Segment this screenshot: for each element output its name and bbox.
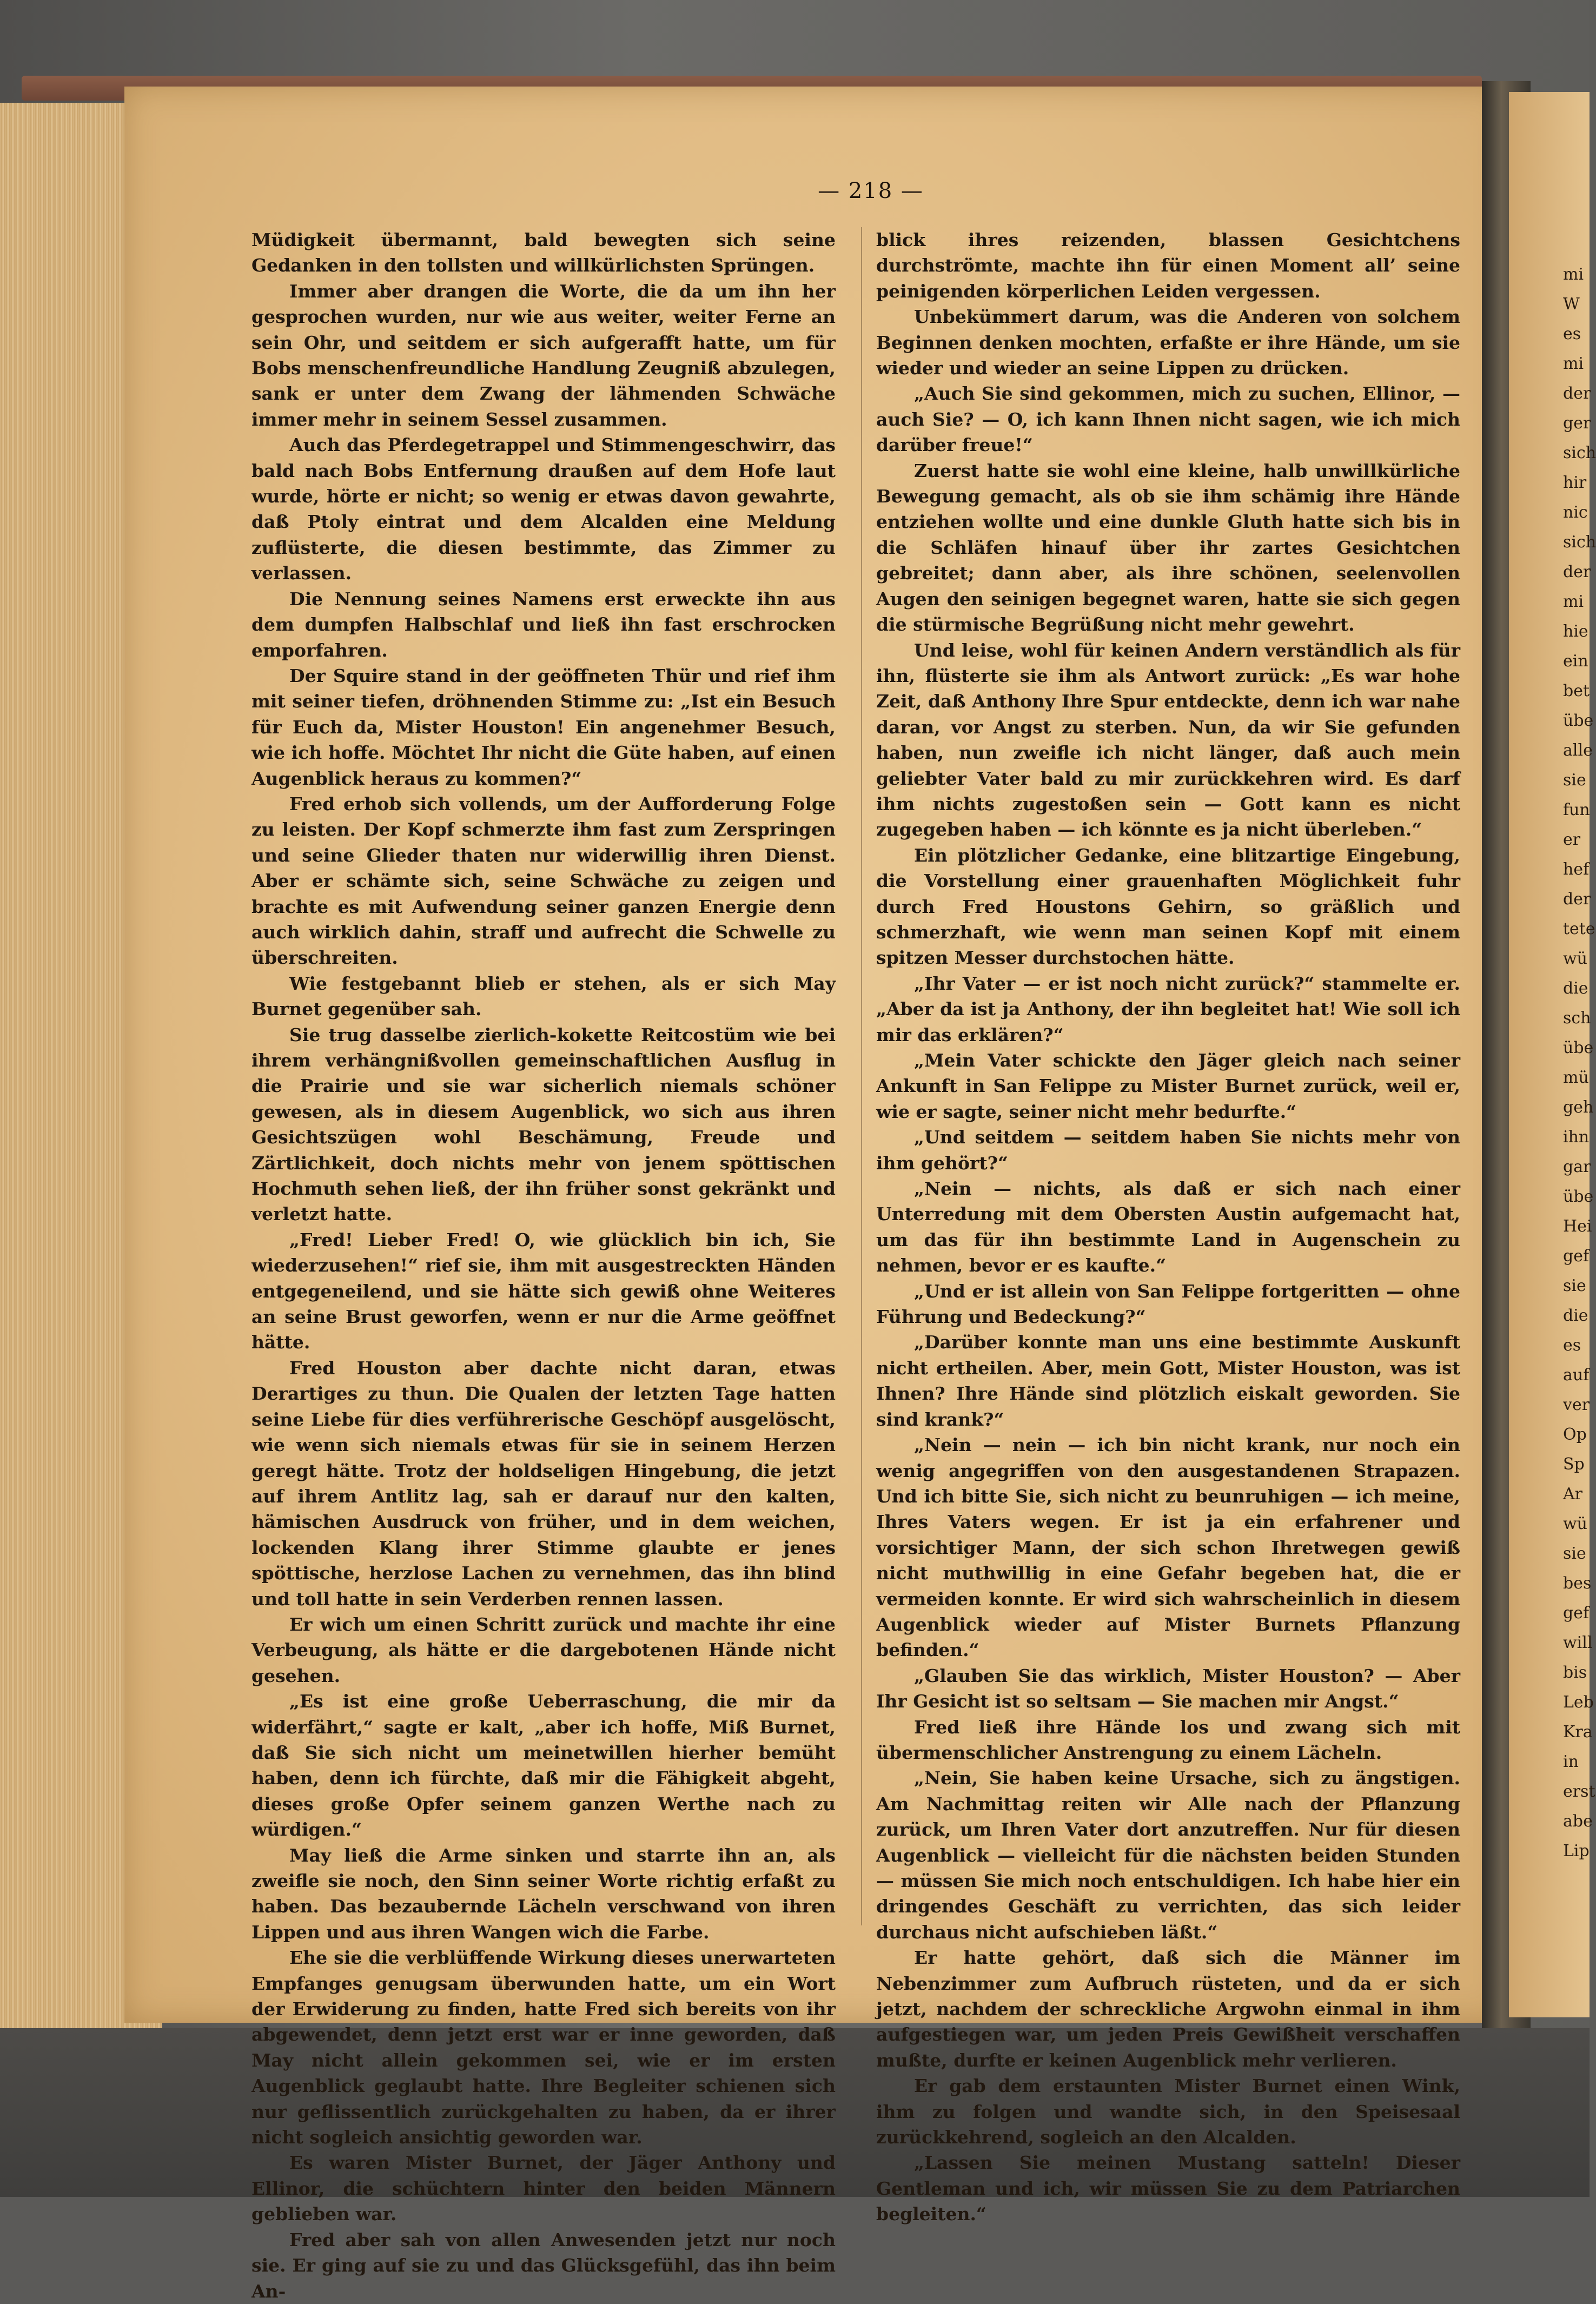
edge-fragment: der [1563, 384, 1591, 403]
edge-fragment: er [1563, 830, 1581, 849]
edge-fragment: sich [1563, 443, 1596, 462]
edge-fragment: abe [1563, 1812, 1593, 1831]
paragraph: „Mein Vater schickte den Jäger gleich nach seiner Ankunft in San Felippe zu Mister Burnet zurück, weil er, wie er sagte, seiner nicht mehr bedurfte.“ [876, 1050, 1460, 1122]
right-text-column [876, 227, 1460, 2227]
paragraph: „Ihr Vater — er ist noch nicht zurück?“ stammelte er. „Aber da ist ja Anthony, der ihn begleitet hat! Wie soll ich mir das erklären?“ [876, 972, 1460, 1045]
paragraph: Er wich um einen Schritt zurück und machte ihr eine Verbeugung, als hätte er die dargebotenen Hände nicht gesehen. [251, 1613, 836, 1686]
edge-fragment: es [1563, 325, 1581, 343]
edge-fragment: es [1563, 1336, 1581, 1355]
paragraph: „Nein, Sie haben keine Ursache, sich zu ängstigen. Am Nachmittag reiten wir Alle nach der Pflanzung zurück, um Ihren Vater dort anzutreffen. Nur für diesen Augenblick — vielleicht für die nächsten beiden Stunden — müssen Sie mich noch entschuldigen. Ich habe hier ein dringendes Geschäft zu verrichten, das sich leider durchaus nicht aufschieben läßt.“ [876, 1767, 1460, 1943]
paragraph: Er gab dem erstaunten Mister Burnet einen Wink, ihm zu folgen und wandte sich, in den Speisesaal zurückkehrend, sogleich an den Alcalden. [876, 2075, 1460, 2148]
paragraph: Zuerst hatte sie wohl eine kleine, halb unwillkürliche Bewegung gemacht, als ob sie ihm schämig ihre Hände entziehen wollte und eine dunkle Gluth hatte sich bis in die Schläfen hinauf über ihr zartes Gesichtchen gebreitet; dann aber, als ihre schönen, seelenvollen Augen den seinigen begegnet waren, hatte sie sich gegen die stürmische Begrüßung nicht mehr gewehrt. [876, 460, 1460, 635]
edge-fragment: fun [1563, 800, 1590, 819]
facing-page-fragments [1563, 260, 1596, 1882]
edge-fragment: Ar [1563, 1485, 1583, 1504]
edge-fragment: ver [1563, 1395, 1590, 1414]
edge-fragment: auf [1563, 1366, 1590, 1385]
edge-fragment: ger [1563, 414, 1591, 433]
paragraph: Und leise, wohl für keinen Andern verständlich als für ihn, flüsterte sie ihm als Antwort zurück: „Es war hohe Zeit, daß Anthony Ihre Spur entdeckte, denn ich war nahe daran, vor Angst zu sterben. Nun, da wir Sie gefunden haben, nun zweifle ich nicht länger, daß auch mein geliebter Vater bald zu mir zurückkehren wird. Es darf ihm nichts zugestoßen sein — Gott kann es nicht zugegeben haben — ich könnte es ja nicht überleben.“ [876, 639, 1460, 840]
paragraph: Unbekümmert darum, was die Anderen von solchem Beginnen denken mochten, erfaßte er ihre Hände, um sie wieder und wieder an seine Lippen zu drücken. [876, 306, 1460, 379]
edge-fragment: gef [1563, 1247, 1590, 1266]
edge-fragment: W [1563, 295, 1580, 314]
paragraph: „Darüber konnte man uns eine bestimmte Auskunft nicht ertheilen. Aber, mein Gott, Mister Houston, was ist Ihnen? Ihre Hände sind plötzlich eiskalt geworden. Sie sind krank?“ [876, 1332, 1460, 1430]
paragraph: „Glauben Sie das wirklich, Mister Houston? — Aber Ihr Gesicht ist so seltsam — Sie machen mir Angst.“ [876, 1665, 1460, 1712]
edge-fragment: hir [1563, 473, 1587, 492]
edge-fragment: sie [1563, 1544, 1586, 1563]
edge-fragment: übe [1563, 1187, 1594, 1206]
edge-fragment: mi [1563, 265, 1584, 284]
paragraph: May ließ die Arme sinken und starrte ihn an, als zweifle sie noch, den Sinn seiner Worte richtig erfaßt zu haben. Das bezaubernde Lächeln verschwand von ihren Lippen und aus ihren Wangen wich die Farbe. [251, 1844, 836, 1943]
paragraph: „Und er ist allein von San Felippe fortgeritten — ohne Führung und Bedeckung?“ [876, 1280, 1460, 1328]
edge-fragment: der [1563, 890, 1591, 909]
edge-fragment: ihn [1563, 1128, 1590, 1147]
paragraph: „Lassen Sie meinen Mustang satteln! Dieser Gentleman und ich, wir müssen Sie zu dem Patriarchen begleiten.“ [876, 2152, 1460, 2225]
edge-fragment: erst [1563, 1782, 1595, 1801]
edge-fragment: ein [1563, 652, 1588, 671]
edge-fragment: in [1563, 1752, 1579, 1771]
edge-fragment: mi [1563, 354, 1584, 373]
edge-fragment: Lip [1563, 1842, 1590, 1861]
paragraph: Die Nennung seines Namens erst erweckte ihn aus dem dumpfen Halbschlaf und ließ ihn fast erschrocken emporfahren. [251, 588, 836, 661]
edge-fragment: übe [1563, 1038, 1594, 1057]
paragraph: Immer aber drangen die Worte, die da um ihn her gesprochen wurden, nur wie aus weiter, weiter Ferne an sein Ohr, und seitdem er sich aufgerafft hatte, um für Bobs menschenfreundliche Handlung Zeugniß abzulegen, sank er unter dem Zwang der lähmenden Schwäche immer mehr in seinem Sessel zusammen. [251, 280, 836, 430]
edge-fragment: hie [1563, 622, 1588, 641]
edge-fragment: sie [1563, 1276, 1586, 1295]
paragraph: blick ihres reizenden, blassen Gesichtchens durchströmte, machte ihn für einen Moment all’ seine peinigenden körperlichen Leiden vergessen. [876, 229, 1460, 302]
edge-fragment: gef [1563, 1604, 1590, 1623]
edge-fragment: die [1563, 1306, 1588, 1325]
paragraph: „Auch Sie sind gekommen, mich zu suchen, Ellinor, — auch Sie? — O, ich kann Ihnen nicht sagen, wie ich mich darüber freue!“ [876, 383, 1460, 456]
edge-fragment: übe [1563, 711, 1594, 730]
edge-fragment: Sp [1563, 1455, 1585, 1474]
paragraph: Fred erhob sich vollends, um der Aufforderung Folge zu leisten. Der Kopf schmerzte ihm fast zum Zerspringen und seine Glieder thaten nur widerwillig ihren Dienst. Aber er schämte sich, seine Schwäche zu zeigen und brachte es mit Aufwendung seiner ganzen Energie denn auch wirklich dahin, straff und aufrecht die Schwelle zu überschreiten. [251, 793, 836, 969]
edge-fragment: hef [1563, 860, 1590, 879]
paragraph: Ein plötzlicher Gedanke, eine blitzartige Eingebung, die Vorstellung einer grauenhaften Möglichkeit fuhr durch Fred Houstons Gehirn, so gräßlich und schmerzhaft, wie wenn man seinen Kopf mit einem spitzen Messer durchstochen hätte. [876, 844, 1460, 969]
paragraph: Fred ließ ihre Hände los und zwang sich mit übermenschlicher Anstrengung zu einem Lächeln. [876, 1716, 1460, 1763]
column-divider [861, 227, 862, 1925]
left-text-column [251, 227, 836, 2304]
edge-fragment: bis [1563, 1663, 1587, 1682]
paragraph: „Es ist eine große Ueberraschung, die mir da widerfährt,“ sagte er kalt, „aber ich hoffe, Miß Burnet, daß Sie sich nicht um meinetwillen hierher bemüht haben, denn ich fürchte, daß mir die Fähigkeit abgeht, dieses große Opfer seinem ganzen Werthe nach zu würdigen.“ [251, 1691, 836, 1840]
paragraph: Ehe sie die verblüffende Wirkung dieses unerwarteten Empfanges genugsam überwunden hatte, um ein Wort der Erwiderung zu finden, hatte Fred sich bereits von ihr abgewendet, denn jetzt erst war er inne geworden, daß May nicht allein gekommen sei, wie er im ersten Augenblick geglaubt hatte. Ihre Begleiter schienen sich nur geflissentlich zurückgehalten zu haben, da er ihrer nicht sogleich ansichtig geworden war. [251, 1947, 836, 2148]
edge-fragment: sch [1563, 1009, 1591, 1028]
paragraph: Müdigkeit übermannt, bald bewegten sich seine Gedanken in den tollsten und willkürlichsten Sprüngen. [251, 229, 836, 276]
paragraph: „Und seitdem — seitdem haben Sie nichts mehr von ihm gehört?“ [876, 1127, 1460, 1174]
paragraph: Es waren Mister Burnet, der Jäger Anthony und Ellinor, die schüchtern hinter den beiden Männern geblieben war. [251, 2152, 836, 2225]
edge-fragment: tete [1563, 919, 1595, 938]
paragraph: Wie festgebannt blieb er stehen, als er sich May Burnet gegenüber sah. [251, 972, 836, 1020]
edge-fragment: der [1563, 562, 1591, 581]
paragraph: Der Squire stand in der geöffneten Thür und rief ihm mit seiner tiefen, dröhnenden Stimme zu: „Ist ein Besuch für Euch da, Mister Houston! Ein angenehmer Besuch, wie ich hoffe. Möchtet Ihr nicht die Güte haben, auf einen Augenblick heraus zu kommen?“ [251, 665, 836, 789]
paragraph: Auch das Pferdegetrappel und Stimmengeschwirr, das bald nach Bobs Entfernung draußen auf dem Hofe laut wurde, hörte er nicht; so wenig er etwas davon gewahrte, daß Ptoly eintrat und dem Alcalden eine Meldung zuflüsterte, die diesen bestimmte, das Zimmer zu verlassen. [251, 434, 836, 584]
paragraph: Fred Houston aber dachte nicht daran, etwas Derartiges zu thun. Die Qualen der letzten Tage hatten seine Liebe für dies verführerische Geschöpf ausgelöscht, wie wenn sich niemals etwas für sie in seinem Herzen geregt hätte. Trotz der holdseligen Hingebung, die jetzt auf ihrem Antlitz lag, sah er darauf nur den kalten, hämischen Ausdruck von früher, und in dem weichen, lockenden Klang ihrer Stimme glaubte er jenes spöttische, herzlose Lachen zu vernehmen, das ihn blind und toll hatte in sein Verderben rennen lassen. [251, 1357, 836, 1610]
edge-fragment: Kra [1563, 1723, 1593, 1742]
page-number: — 218 — [818, 178, 924, 203]
edge-fragment: sich [1563, 533, 1596, 552]
paragraph: „Nein — nichts, als daß er sich nach einer Unterredung mit dem Obersten Austin aufgemacht hat, um das für ihn bestimmte Land in Augenschein zu nehmen, bevor er es kaufte.“ [876, 1178, 1460, 1276]
paragraph: Sie trug dasselbe zierlich-kokette Reitcostüm wie bei ihrem verhängnißvollen gemeinschaftlichen Ausflug in die Prairie und sie war sicherlich niemals schöner gewesen, als in diesem Augenblick, wo sich aus ihren Gesichtszügen wohl Beschämung, Freude und Zärtlichkeit, doch nichts mehr von jenem spöttischen Hochmuth sehen ließ, der ihn früher sonst gekränkt und verletzt hatte. [251, 1024, 836, 1225]
edge-fragment: will [1563, 1633, 1593, 1652]
edge-fragment: mü [1563, 1068, 1589, 1087]
edge-fragment: mi [1563, 592, 1584, 611]
edge-fragment: bes [1563, 1574, 1592, 1593]
edge-fragment: wü [1563, 1514, 1587, 1533]
edge-fragment: alle [1563, 741, 1593, 760]
edge-fragment: Hei [1563, 1217, 1592, 1236]
edge-fragment: sie [1563, 771, 1586, 790]
edge-fragment: die [1563, 979, 1588, 998]
paragraph: Fred aber sah von allen Anwesenden jetzt nur noch sie. Er ging auf sie zu und das Glücksgefühl, das ihn beim An- [251, 2229, 836, 2302]
edge-fragment: geh [1563, 1098, 1594, 1117]
paragraph: „Nein — nein — ich bin nicht krank, nur noch ein wenig angegriffen von den ausgestandenen Strapazen. Und ich bitte Sie, sich nicht zu beunruhigen — ich meine, Ihres Vaters wegen. Er ist ja ein erfahrener und vorsichtiger Mann, der sich schon Ihretwegen gewiß nicht muthwillig in eine Gefahr begeben hat, die er vermeiden konnte. Er wird sich wahrscheinlich in diesem Augenblick wieder auf Mister Burnets Pflanzung befinden.“ [876, 1434, 1460, 1661]
paragraph: Er hatte gehört, daß sich die Männer im Nebenzimmer zum Aufbruch rüsteten, und da er sich jetzt, nachdem der schreckliche Argwohn einmal in ihm aufgestiegen war, um jeden Preis Gewißheit verschaffen mußte, durfte er keinen Augenblick mehr verlieren. [876, 1947, 1460, 2071]
edge-fragment: bet [1563, 681, 1590, 700]
edge-fragment: gar [1563, 1157, 1591, 1176]
edge-fragment: Leb [1563, 1693, 1594, 1712]
paragraph: „Fred! Lieber Fred! O, wie glücklich bin ich, Sie wiederzusehen!“ rief sie, ihm mit ausgestreckten Händen entgegeneilend, und sie hätte sich gewiß ohne Weiteres an seine Brust geworfen, wenn er nur die Arme geöffnet hätte. [251, 1229, 836, 1353]
edge-fragment: wü [1563, 949, 1587, 968]
edge-fragment: Op [1563, 1425, 1587, 1444]
edge-fragment: nic [1563, 503, 1588, 522]
